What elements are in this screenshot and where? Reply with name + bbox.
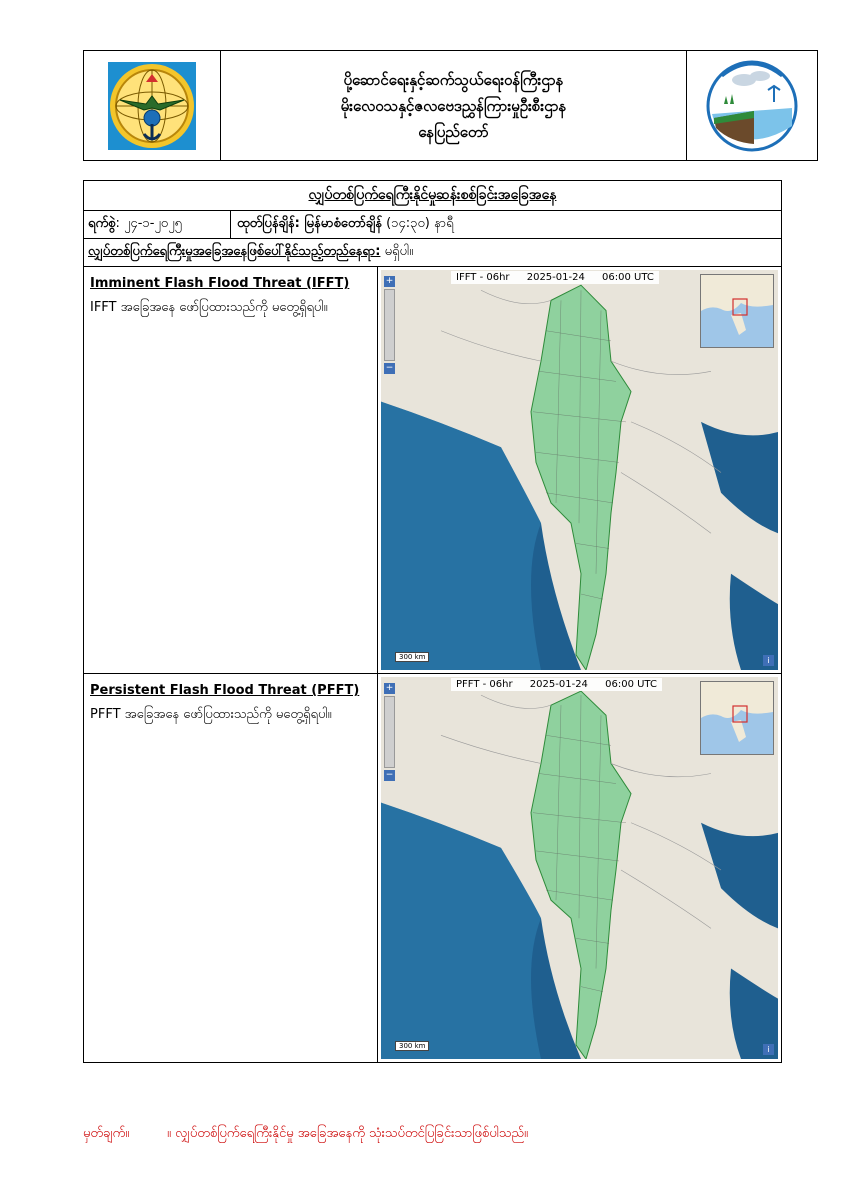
ifft-overview-map [701, 275, 773, 347]
assessment-table [83, 180, 782, 1063]
date-value: : ၂၄-၁-၂၀၂၅ [115, 216, 182, 231]
date-label: ရက်စွဲ [88, 216, 116, 231]
city-name: နေပြည်တော် [418, 122, 489, 141]
remark-footer [83, 1125, 783, 1144]
department-name: မိုးလေဝသနှင့်ဇလဗေဒညွှန်ကြားမှုဦးစီးဌာန [340, 96, 567, 115]
pfft-description-cell [84, 674, 378, 1062]
left-logo-cell [84, 51, 221, 160]
ifft-text: IFFT အခြေအနေ ဖော်ပြထားသည်ကို မတွေ့ရှိရပါ။ [90, 300, 328, 315]
ifft-zoom-slider[interactable] [384, 289, 395, 361]
ifft-scale-bar: 300 km [395, 652, 429, 662]
pfft-map-product: PFFT - 06hr [456, 679, 513, 690]
remark-text: ။ လျှပ်တစ်ပြက်ရေကြီးနိုင်မှု အခြေအနေကို သုံးသပ်တင်ပြခြင်းသာဖြစ်ပါသည်။ [167, 1126, 528, 1141]
pfft-map-cell [378, 674, 781, 1062]
status-row [84, 239, 781, 267]
pfft-scale-bar: 300 km [395, 1041, 429, 1051]
ifft-zoom-control [384, 276, 395, 376]
ifft-zoom-in-button[interactable]: + [385, 276, 394, 286]
date-row [84, 211, 781, 239]
pfft-overview-inset[interactable] [700, 681, 774, 755]
ifft-zoom-out-button[interactable]: − [385, 363, 394, 373]
pfft-heading: Persistent Flash Flood Threat (PFFT) [90, 683, 360, 698]
pfft-row [84, 674, 781, 1062]
status-label: လျှပ်တစ်ပြက်ရေကြီးမှုအခြေအနေဖြစ်ပေါ်နိုင်သည့်တည်နေရာ: [88, 244, 381, 259]
ifft-row [84, 267, 781, 674]
letterhead [83, 50, 818, 161]
ifft-heading: Imminent Flash Flood Threat (IFFT) [90, 276, 350, 291]
pfft-overview-map [701, 682, 773, 754]
right-logo-cell [687, 51, 817, 160]
pfft-zoom-out-button[interactable]: − [385, 770, 394, 780]
ifft-map-date: 2025-01-24 [526, 272, 585, 283]
status-value: မရှိပါ။ [384, 244, 414, 259]
ministry-emblem-icon [106, 60, 198, 152]
ifft-map-time: 06:00 UTC [602, 272, 654, 283]
report-title: လျှပ်တစ်ပြက်ရေကြီးနိုင်မှုဆန်းစစ်ခြင်းအခြေအနေ [84, 181, 781, 211]
issue-time-value: (၁၄:၃၀) နာရီ [386, 216, 454, 231]
ifft-description-cell [84, 267, 378, 673]
pfft-zoom-in-button[interactable]: + [385, 683, 394, 693]
pfft-zoom-control [384, 683, 395, 783]
ifft-map[interactable] [381, 270, 778, 670]
pfft-map[interactable] [381, 677, 778, 1059]
pfft-map-time: 06:00 UTC [605, 679, 657, 690]
ifft-map-caption [451, 271, 659, 284]
ifft-info-icon[interactable]: i [763, 655, 774, 666]
ifft-map-cell [378, 267, 781, 673]
ifft-map-product: IFFT - 06hr [456, 272, 510, 283]
remark-label: မှတ်ချက်။ [83, 1126, 130, 1141]
ifft-overview-inset[interactable] [700, 274, 774, 348]
issue-time-cell [231, 211, 781, 238]
pfft-map-date: 2025-01-24 [529, 679, 588, 690]
issue-time-label: ထုတ်ပြန်ချိန်: မြန်မာစံတော်ချိန် [237, 216, 382, 231]
pfft-zoom-slider[interactable] [384, 696, 395, 768]
department-title [221, 51, 688, 160]
hydrology-cycle-logo-icon [702, 56, 802, 156]
ministry-name: ပို့ဆောင်ရေးနှင့်ဆက်သွယ်ရေးဝန်ကြီးဌာန [343, 70, 564, 89]
pfft-info-icon[interactable]: i [763, 1044, 774, 1055]
date-cell [84, 211, 231, 238]
pfft-map-caption [451, 678, 662, 691]
pfft-text: PFFT အခြေအနေ ဖော်ပြထားသည်ကို မတွေ့ရှိရပါ။ [90, 707, 332, 722]
